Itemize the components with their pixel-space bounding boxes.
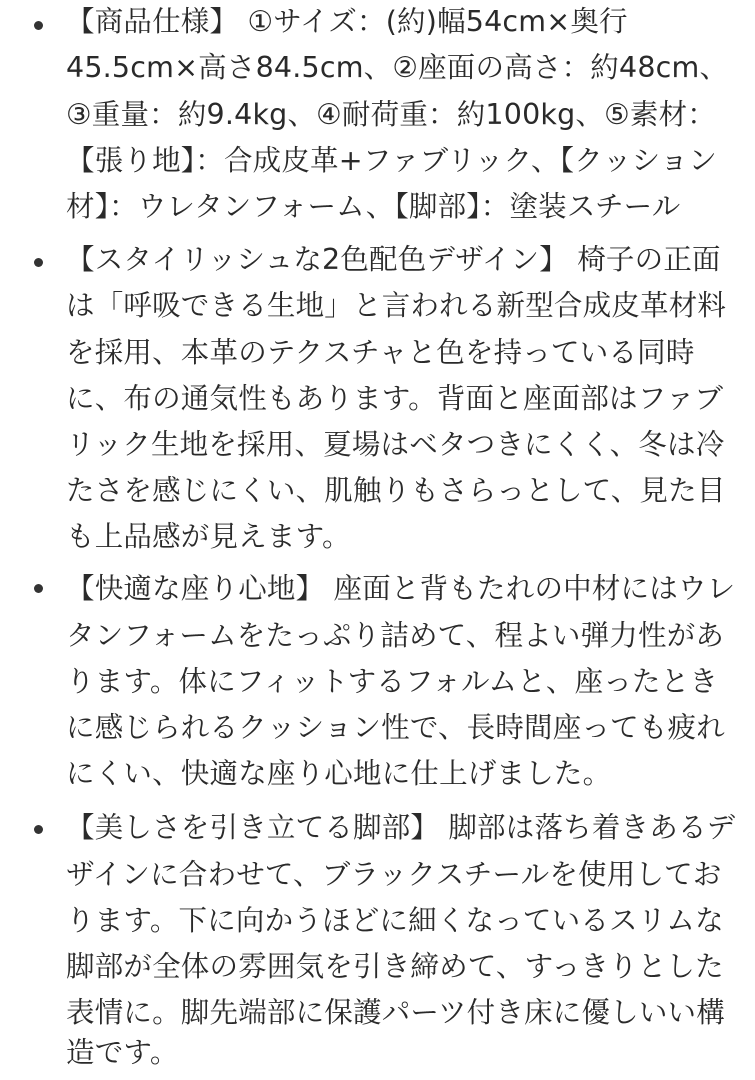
text-line: にくい、快適な座り心地に仕上げました。 bbox=[66, 757, 612, 790]
text-line: 【快適な座り心地】 座面と背もたれの中材にはウレ bbox=[66, 572, 736, 605]
text-line: ザインに合わせて、ブラックスチールを使用してお bbox=[66, 858, 722, 891]
text-line: 脚部が全体の雰囲気を引き締めて、すっきりとした bbox=[66, 950, 724, 983]
text-line: 【美しさを引き立てる脚部】 脚部は落ち着きあるデ bbox=[66, 811, 736, 844]
bullet-icon bbox=[34, 258, 43, 267]
text-line: 【商品仕様】 ①サイズ：(約)幅54cm×奥行 bbox=[66, 5, 628, 38]
text-line: も上品感が見えます。 bbox=[66, 520, 351, 553]
bullet-icon bbox=[34, 21, 43, 30]
text-line: 45.5cm×高さ84.5cm、②座面の高さ：約48cm、 bbox=[66, 51, 729, 84]
text-line: リック生地を採用、夏場はベタつきにくく、冬は冷 bbox=[66, 428, 725, 461]
text-line: に、布の通気性もあります。背面と座面部はファブ bbox=[66, 382, 724, 415]
text-line: 表情に。脚先端部に保護パーツ付き床に優しいい構 bbox=[66, 996, 725, 1029]
text-line: 【張り地】：合成皮革+ファブリック、【クッション bbox=[66, 144, 718, 177]
bullet-icon bbox=[34, 584, 43, 593]
text-line: たさを感じにくい、肌触りもさらっとして、見た目 bbox=[66, 474, 726, 507]
text-line: ります。下に向かうほどに細くなっているスリムな bbox=[66, 904, 724, 937]
text-line: 【スタイリッシュな2色配色デザイン】 椅子の正面 bbox=[66, 243, 721, 276]
text-line: に感じられるクッション性で、長時間座っても疲れ bbox=[66, 711, 725, 744]
text-line: 材】：ウレタンフォーム、【脚部】：塗装スチール bbox=[66, 190, 681, 223]
text-line: 造です。 bbox=[66, 1036, 179, 1069]
text-line: を採用、本革のテクスチャと色を持っている同時 bbox=[66, 336, 695, 369]
bullet-icon bbox=[34, 825, 43, 834]
text-line: は「呼吸できる生地」と言われる新型合成皮革材料 bbox=[66, 289, 727, 322]
text-line: ③重量：約9.4kg、④耐荷重：約100kg、⑤素材： bbox=[66, 98, 716, 131]
text-line: タンフォームをたっぷり詰めて、程よい弾力性があ bbox=[66, 619, 725, 652]
text-line: ります。体にフィットするフォルムと、座ったとき bbox=[66, 665, 719, 698]
